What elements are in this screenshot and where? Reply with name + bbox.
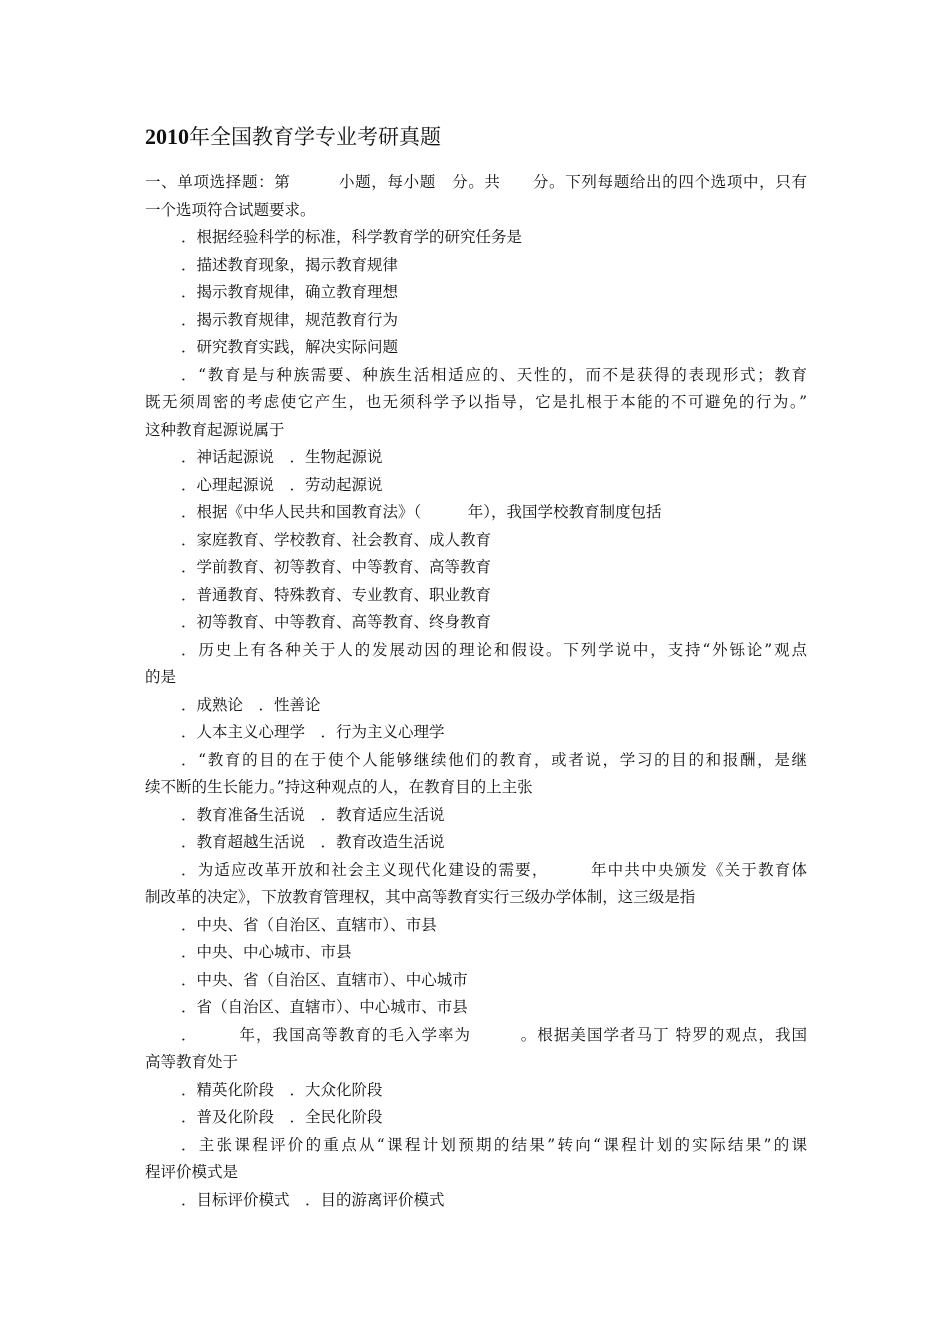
- question-intro-line: 一、单项选择题：第 小题，每小题 分。共 分。下列每题给出的四个选项中，只有: [145, 173, 807, 191]
- question-stem: ．主张课程评价的重点从“课程计划预期的结果”转向“课程计划的实际结果”的课: [181, 1136, 807, 1154]
- question-stem: 程评价模式是: [145, 1163, 239, 1181]
- question-stem: 的是: [145, 668, 177, 686]
- answer-option: ．人本主义心理学 ．行为主义心理学: [181, 723, 445, 741]
- answer-option: ．教育准备生活说 ．教育适应生活说: [181, 806, 445, 824]
- question-stem: 既无须周密的考虑使它产生，也无须科学予以指导，它是扎根于本能的不可避免的行为。”: [145, 393, 807, 411]
- question-stem: 续不断的生长能力。”持这种观点的人，在教育目的上主张: [145, 778, 533, 796]
- question-stem: ．根据《中华人民共和国教育法》（ 年），我国学校教育制度包括: [181, 503, 662, 521]
- answer-option: ．初等教育、中等教育、高等教育、终身教育: [181, 613, 492, 631]
- answer-option: ．中央、省（自治区、直辖市）、市县: [181, 916, 437, 934]
- answer-option: ．目标评价模式 ．目的游离评价模式: [181, 1191, 445, 1209]
- answer-option: ．学前教育、初等教育、中等教育、高等教育: [181, 558, 492, 576]
- answer-option: ．省（自治区、直辖市）、中心城市、市县: [181, 998, 468, 1016]
- question-stem: ．“教育是与种族需要、种族生活相适应的、天性的，而不是获得的表现形式；教育: [181, 366, 807, 384]
- answer-option: ．家庭教育、学校教育、社会教育、成人教育: [181, 531, 492, 549]
- question-stem: 高等教育处于: [145, 1053, 239, 1071]
- question-stem: ． 年，我国高等教育的毛入学率为 。根据美国学者马丁 特罗的观点，我国: [181, 1026, 807, 1044]
- answer-option: ．中央、省（自治区、直辖市）、中心城市: [181, 971, 468, 989]
- question-stem: 制改革的决定》，下放教育管理权，其中高等教育实行三级办学体制，这三级是指: [145, 888, 696, 906]
- answer-option: ．成熟论 ．性善论: [181, 696, 321, 714]
- answer-option: ．中央、中心城市、市县: [181, 943, 352, 961]
- answer-option: ．研究教育实践，解决实际问题: [181, 338, 399, 356]
- answer-option: ．揭示教育规律，规范教育行为: [181, 311, 399, 329]
- title-year: 2010: [145, 124, 189, 149]
- question-intro-line: 一个选项符合试题要求。: [145, 201, 316, 219]
- answer-option: ．普通教育、特殊教育、专业教育、职业教育: [181, 586, 492, 604]
- question-stem: ．根据经验科学的标准，科学教育学的研究任务是: [181, 228, 523, 246]
- answer-option: ．描述教育现象，揭示教育规律: [181, 256, 399, 274]
- answer-option: ．揭示教育规律，确立教育理想: [181, 283, 399, 301]
- question-stem: ．历史上有各种关于人的发展动因的理论和假设。下列学说中，支持“外铄论”观点: [181, 641, 807, 659]
- title-text: 年全国教育学专业考研真题: [189, 125, 441, 149]
- answer-option: ．教育超越生活说 ．教育改造生活说: [181, 833, 445, 851]
- answer-option: ．普及化阶段 ．全民化阶段: [181, 1108, 383, 1126]
- question-stem: ．为适应改革开放和社会主义现代化建设的需要， 年中共中央颁发《关于教育体: [181, 861, 807, 879]
- answer-option: ．心理起源说 ．劳动起源说: [181, 476, 383, 494]
- answer-option: ．神话起源说 ．生物起源说: [181, 448, 383, 466]
- page-title: [145, 122, 441, 152]
- question-stem: ．“教育的目的在于使个人能够继续他们的教育，或者说，学习的目的和报酬，是继: [181, 751, 807, 769]
- answer-option: ．精英化阶段 ．大众化阶段: [181, 1081, 383, 1099]
- question-stem: 这种教育起源说属于: [145, 421, 285, 439]
